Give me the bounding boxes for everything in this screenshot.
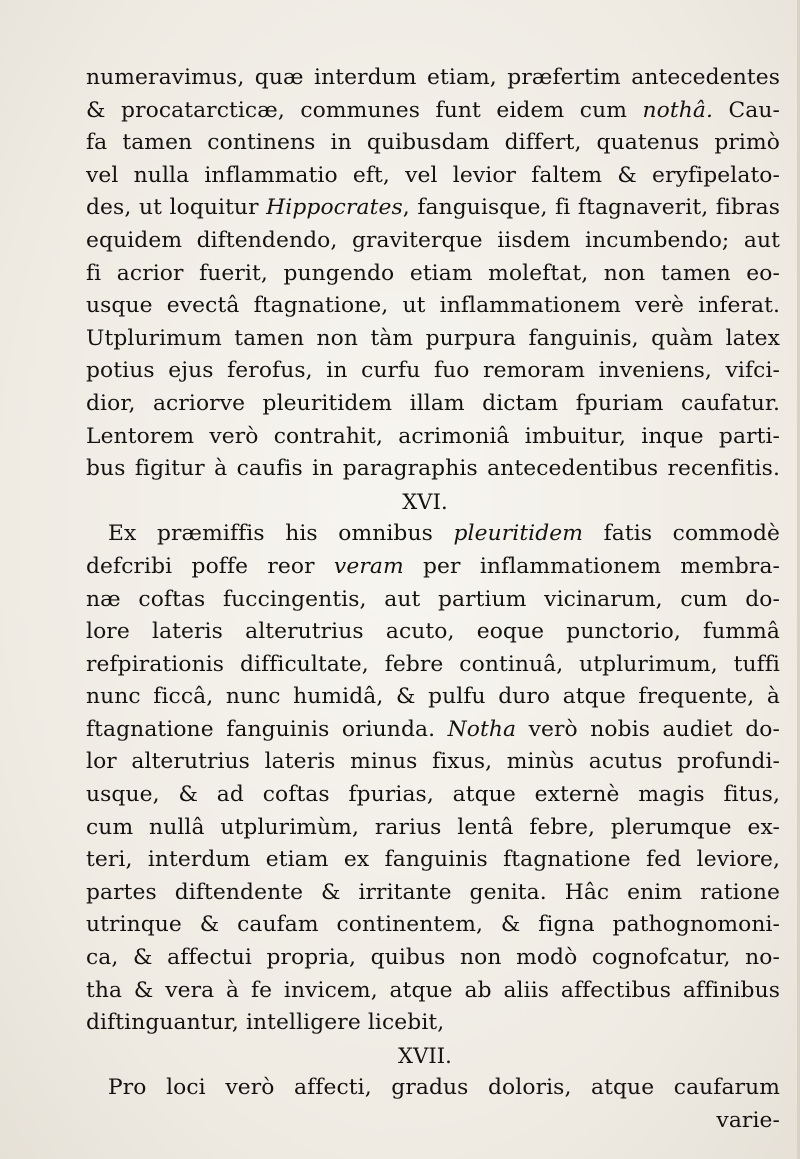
text-line [58,714,780,747]
text-body [58,62,780,1138]
text-span: equidem diftendendo, graviterque iisdem incumbendo; aut [86,227,780,253]
italic-word: nothâ. [642,97,713,123]
text-span: næ coftas fuccingentis, aut partium vicinarum, cum do- [86,586,780,612]
text-line [58,812,780,845]
text-span: dior, acriorve pleuritidem illam dictam fpuriam caufatur. [86,390,780,416]
text-span: refpirationis difficultate, febre continuâ, utplurimum, tuffi [86,651,780,677]
text-line [58,975,780,1008]
catchword: varie- [716,1108,780,1133]
text-line [58,616,780,649]
text-span: verò nobis audiet do- [516,716,780,742]
text-line [58,323,780,356]
text-span: ftagnatione fanguinis oriunda. [86,716,448,742]
text-line [58,388,780,421]
text-line [58,779,780,812]
text-span: diftinguantur, intelligere licebit, [86,1010,445,1036]
text-span: & procatarcticæ, communes funt eidem cum [86,97,643,123]
text-span: teri, interdum etiam ex fanguinis ftagnatione fed leviore, [86,847,780,873]
text-line [58,942,780,975]
text-span: Ex præmiffis his omnibus [108,521,454,547]
text-line [58,584,780,617]
text-line [58,62,780,95]
text-span: fa tamen continens in quibusdam differt, quatenus primò [86,130,780,156]
section-number-16: XVI. [402,489,448,514]
text-span: partes diftendente & irritante genita. Hâc enim ratione [86,879,780,905]
text-line [58,160,780,193]
text-span: defcribi poffe reor [86,553,334,579]
text-span: Pro loci verò affecti, gradus doloris, atque caufarum [108,1075,780,1101]
section-number-17: XVII. [398,1043,452,1068]
text-span: tha & vera à fe invicem, atque ab aliis affectibus affinibus [86,977,780,1003]
text-line [58,1007,780,1040]
italic-word: veram [333,553,404,579]
text-span: vel nulla inflammatio eft, vel levior faltem & eryfipelato- [86,162,780,188]
italic-word: pleuritidem [453,521,584,547]
text-line [58,290,780,323]
text-line [58,95,780,128]
text-span: utrinque & caufam continentem, & figna pathognomoni- [86,912,780,938]
text-line [58,649,780,682]
text-span: Cau- [713,97,780,123]
text-line [58,192,780,225]
text-line [58,909,780,942]
text-line [58,421,780,454]
text-line [58,1072,780,1105]
text-line [58,518,780,551]
text-line [58,746,780,779]
text-line [58,877,780,910]
text-line [58,844,780,877]
text-line [58,355,780,388]
text-span: potius ejus ferofus, in curfu fuo remoram inveniens, vifci- [86,358,780,384]
text-span: numeravimus, quæ interdum etiam, præfertim antecedentes [86,65,780,90]
text-span: usque evectâ ftagnatione, ut inflammationem verè inferat. [86,293,780,319]
text-span: lor alterutrius lateris minus fixus, minùs acutus profundi- [86,749,780,775]
text-line [58,127,780,160]
text-span: per inflammationem membra- [403,553,780,579]
text-span: fi acrior fuerit, pungendo etiam moleftat, non tamen eo- [86,260,780,286]
text-span: bus figitur à caufis in paragraphis antecedentibus recenfitis. [86,456,780,482]
text-span: ca, & affectui propria, quibus non modò cognofcatur, no- [86,945,780,971]
text-span: lore lateris alterutrius acuto, eoque punctorio, fummâ [86,619,780,645]
text-line [58,453,780,486]
text-line [58,225,780,258]
text-span: des, ut loquitur [86,195,267,221]
text-span: cum nullâ utplurimùm, rarius lentâ febre, plerumque ex- [86,814,780,840]
text-line [58,681,780,714]
italic-word: Hippocrates [266,195,403,221]
italic-word: Notha [447,716,517,742]
text-span: , fanguisque, fi ftagnaverit, fibras [402,195,780,221]
text-span: Lentorem verò contrahit, acrimoniâ imbuitur, inque parti- [86,423,780,449]
text-span: fatis commodè [583,521,780,547]
text-line [58,258,780,291]
text-line [58,551,780,584]
text-span: nunc ficcâ, nunc humidâ, & pulfu duro atque frequente, à [86,684,780,710]
text-span: Utplurimum tamen non tàm purpura fanguinis, quàm latex [86,325,780,351]
text-span: usque, & ad coftas fpurias, atque externè magis fitus, [86,782,780,808]
